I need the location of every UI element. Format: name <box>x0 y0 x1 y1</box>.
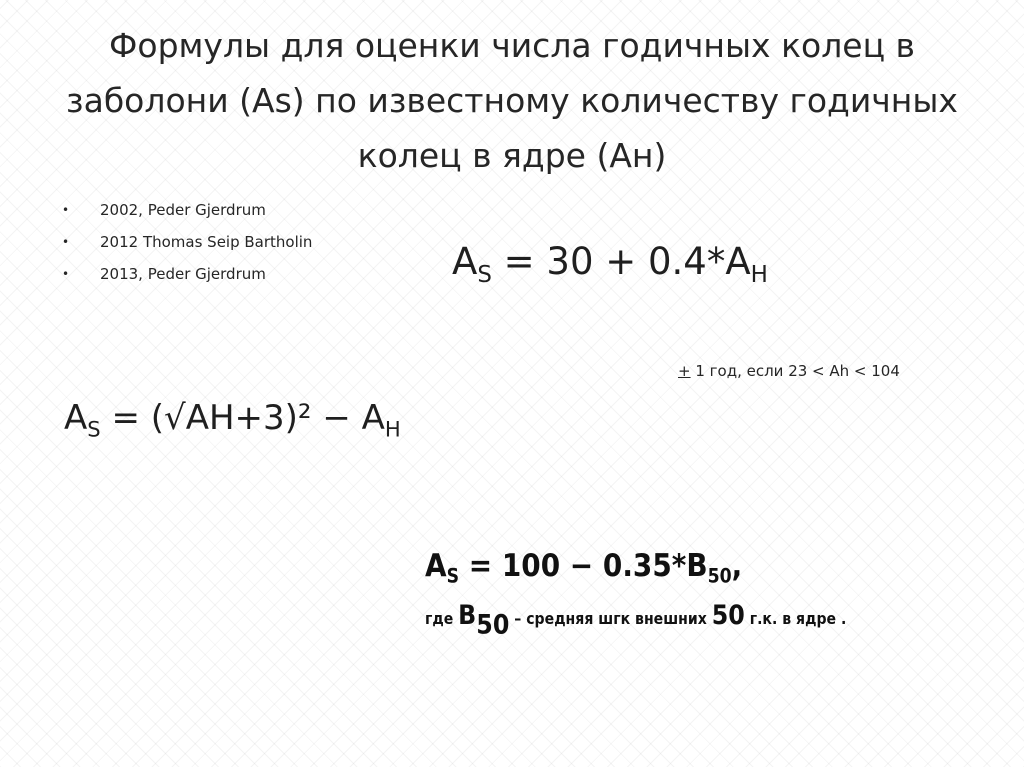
formula-width-based-note: где $B_{50}$ – средняя шгк внешних 50 г.к. в ядре . <box>425 600 847 641</box>
list-item <box>62 198 312 230</box>
reference-list <box>62 198 312 294</box>
bullet-icon: • <box>62 235 70 249</box>
formula-linear: $A_S = 30 + 0.4*A_H$ <box>452 240 768 289</box>
bullet-icon: • <box>62 203 70 217</box>
list-item <box>62 230 312 262</box>
formula-sqrt: $A_S = (√AH+3)^2 - A_H$ <box>64 398 401 442</box>
list-item <box>62 262 312 294</box>
formula-linear-note: + 1 год, если 23 < Ah < 104 <box>678 362 900 380</box>
reference-text: 2002, Peder Gjerdrum <box>100 201 266 219</box>
bullet-icon: • <box>62 267 70 281</box>
reference-text: 2012 Thomas Seip Bartholin <box>100 233 313 251</box>
reference-text: 2013, Peder Gjerdrum <box>100 265 266 283</box>
plus-minus-sign: + <box>678 362 691 380</box>
slide-title: Формулы для оценки числа годичных колец в заболони (As) по известному количеству годичных колец в ядре (Ан) <box>66 26 958 175</box>
formula-width-based: $A_S = 100 - 0.35*B_{50}$, <box>425 548 743 588</box>
